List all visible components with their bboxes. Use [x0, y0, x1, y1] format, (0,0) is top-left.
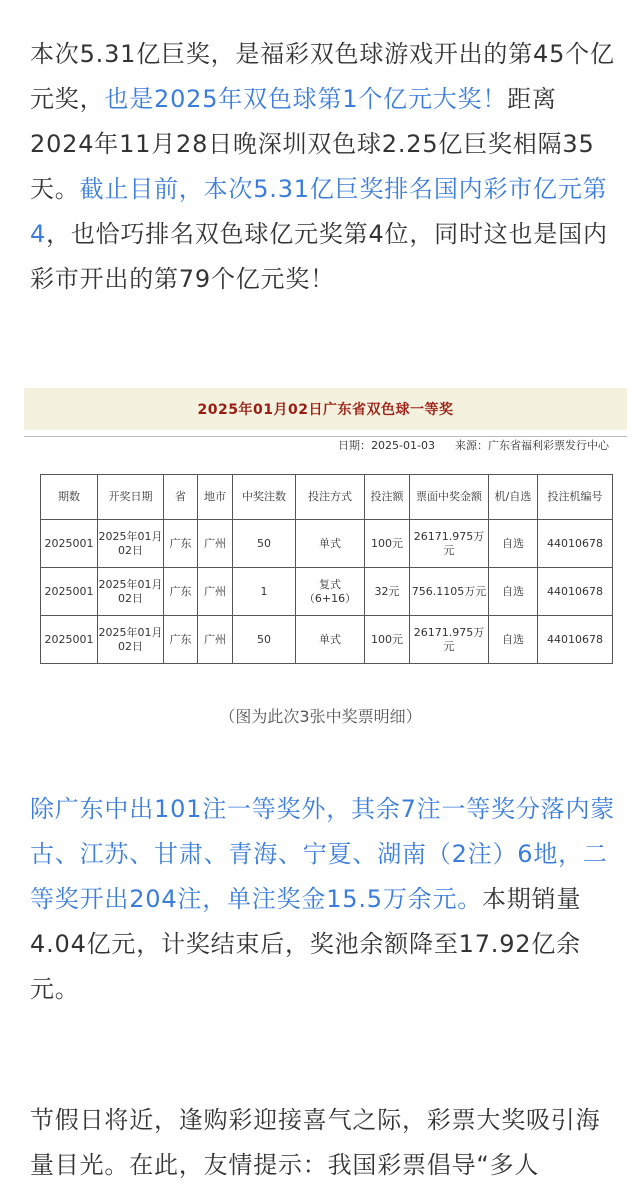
- table-cell: 广州: [198, 616, 233, 664]
- table-cell: 2025年01月02日: [98, 616, 164, 664]
- table-cell: 2025001: [41, 616, 98, 664]
- table-cell: 44010678: [538, 616, 613, 664]
- table-header-cell: 票面中奖金额: [410, 475, 489, 520]
- table-cell: 广州: [198, 568, 233, 616]
- highlight-text: 除广东中出101注一等奖外，其余7注一等奖分落内蒙古、江苏、甘肃、青海、宁夏、湖南（2注）6地，二等奖开出204注，单注奖金15.5万余元。: [30, 795, 616, 913]
- table-header-cell: 地市: [198, 475, 233, 520]
- highlight-text: 截止目前，本次5.31亿巨奖排名国内彩市亿元第4: [30, 175, 608, 248]
- table-cell: 50: [233, 520, 296, 568]
- figure-header: [24, 388, 627, 430]
- table-cell: 自选: [489, 520, 538, 568]
- date-meta: [338, 437, 435, 453]
- table-header-cell: 投注方式: [296, 475, 365, 520]
- table-cell: 单式: [296, 520, 365, 568]
- table-header-cell: 省: [164, 475, 198, 520]
- table-cell: 50: [233, 616, 296, 664]
- table-row: [41, 568, 613, 616]
- table-cell: 广东: [164, 520, 198, 568]
- source-meta: [455, 437, 609, 453]
- table-cell: 44010678: [538, 568, 613, 616]
- table-cell: 100元: [365, 520, 410, 568]
- table-cell: 26171.975万元: [410, 616, 489, 664]
- prize-table-image: [24, 388, 627, 670]
- table-cell: 自选: [489, 616, 538, 664]
- table-row: [41, 616, 613, 664]
- paragraph-text: 距离2024年11月28日晚深圳双色球2.25亿巨奖相隔35天。: [30, 85, 595, 203]
- table-cell: 复式（6+16）: [296, 568, 365, 616]
- table-cell: 2025年01月02日: [98, 520, 164, 568]
- article-paragraph-3: [30, 1098, 620, 1188]
- table-cell: 单式: [296, 616, 365, 664]
- date-value: 2025-01-03: [371, 439, 435, 452]
- table-cell: 756.1105万元: [410, 568, 489, 616]
- paragraph-text: ，也恰巧排名双色球亿元奖第4位，同时这也是国内彩市开出的第79个亿元奖！: [30, 220, 608, 293]
- highlight-text: 也是2025年双色球第1个亿元大奖！: [104, 85, 508, 113]
- table-header-cell: 中奖注数: [233, 475, 296, 520]
- table-header-cell: 投注额: [365, 475, 410, 520]
- table-cell: 26171.975万元: [410, 520, 489, 568]
- table-header-cell: 投注机编号: [538, 475, 613, 520]
- table-header-cell: 期数: [41, 475, 98, 520]
- figure-meta: [338, 437, 609, 453]
- table-row: [41, 520, 613, 568]
- table-cell: 2025001: [41, 568, 98, 616]
- figure-title: 2025年01月02日广东省双色球一等奖: [197, 402, 454, 418]
- table-cell: 2025年01月02日: [98, 568, 164, 616]
- source-value: 广东省福利彩票发行中心: [488, 439, 609, 452]
- table-header-cell: 机/自选: [489, 475, 538, 520]
- table-cell: 广东: [164, 616, 198, 664]
- table-cell: 广州: [198, 520, 233, 568]
- article-paragraph-1: [30, 32, 620, 302]
- table-header-row: [41, 475, 613, 520]
- table-cell: 1: [233, 568, 296, 616]
- paragraph-text: 节假日将近，逢购彩迎接喜气之际，彩票大奖吸引海量目光。在此，友情提示：我国彩票倡导“多人: [30, 1106, 601, 1179]
- prize-table: [40, 474, 613, 664]
- table-cell: 44010678: [538, 520, 613, 568]
- table-cell: 32元: [365, 568, 410, 616]
- paragraph-text: 本期销量4.04亿元，计奖结束后，奖池余额降至17.92亿余元。: [30, 885, 582, 1003]
- figure-caption: （图为此次3张中奖票明细）: [219, 707, 422, 726]
- table-header-cell: 开奖日期: [98, 475, 164, 520]
- article-paragraph-2: [30, 787, 620, 1012]
- source-label: 来源：: [455, 439, 488, 452]
- paragraph-text: 本次5.31亿巨奖，是福彩双色球游戏开出的第45个亿元奖，: [30, 40, 615, 113]
- table-cell: 广东: [164, 568, 198, 616]
- table-cell: 2025001: [41, 520, 98, 568]
- date-label: 日期：: [338, 439, 372, 452]
- table-cell: 自选: [489, 568, 538, 616]
- table-cell: 100元: [365, 616, 410, 664]
